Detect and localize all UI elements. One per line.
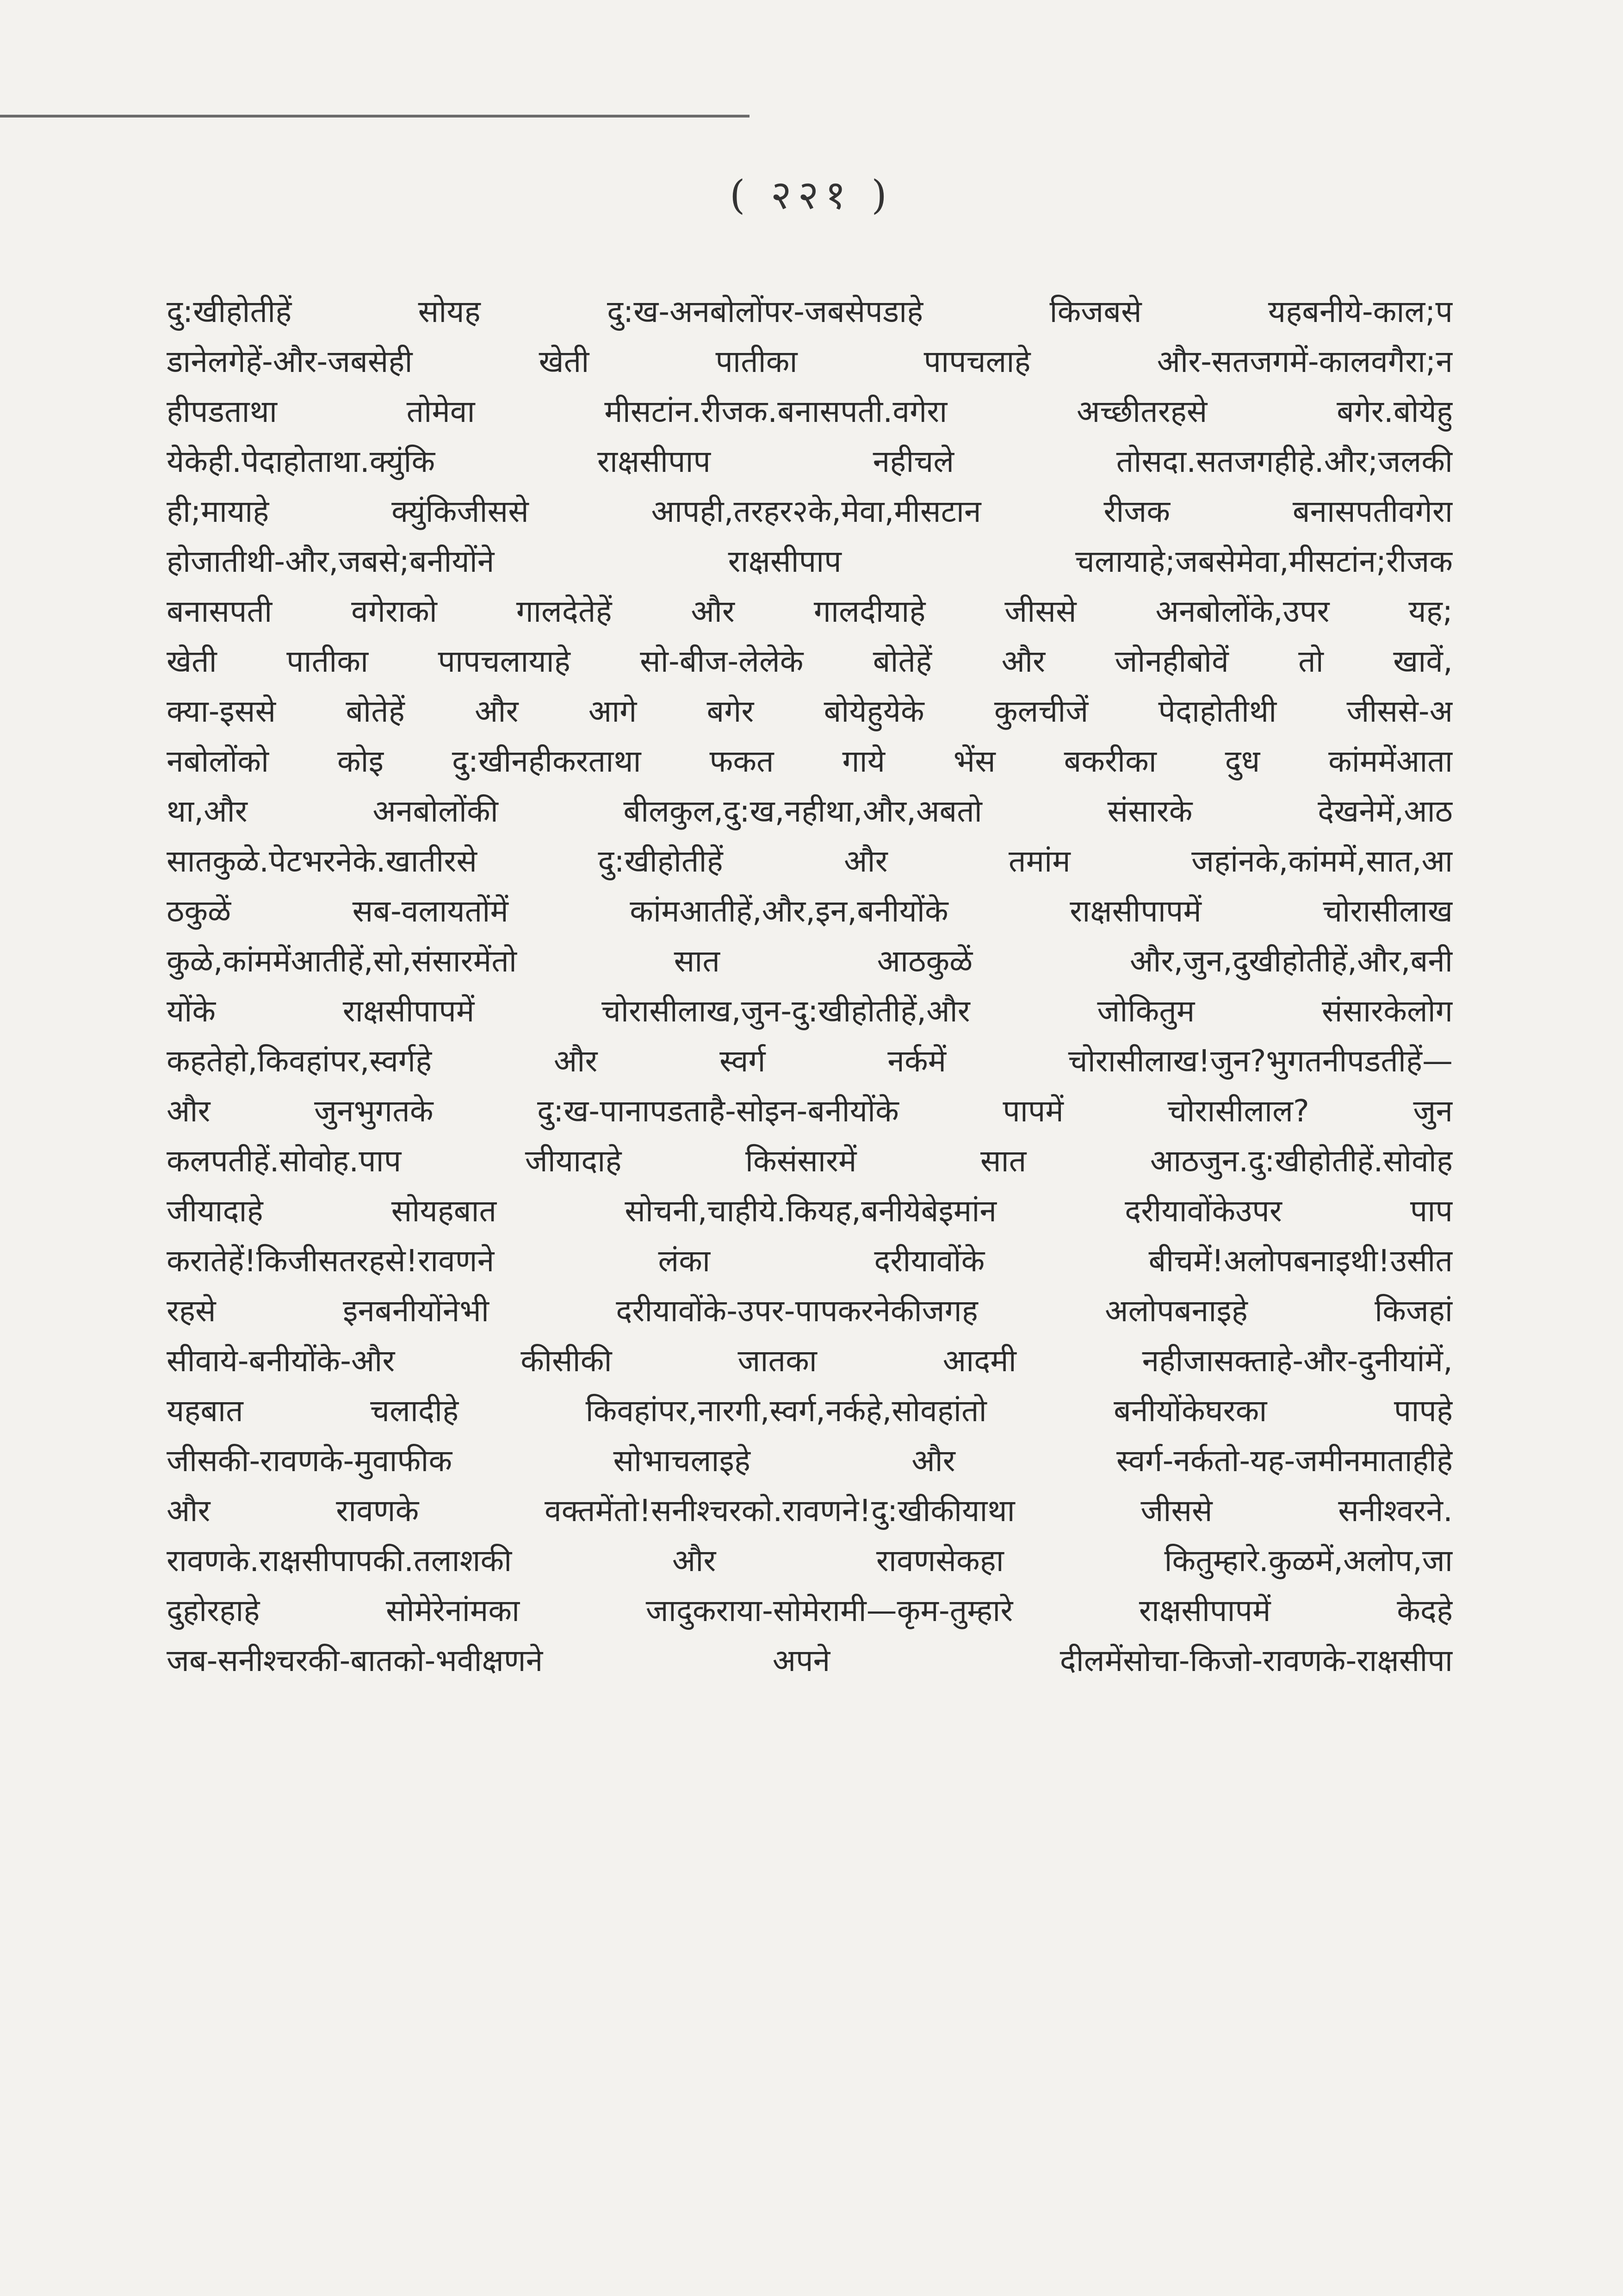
text-line: खेती पातीका पापचलायाहे सो-बीज-लेलेके बोतेहें और जोनहीबोवें तो खावें,	[167, 644, 1453, 679]
text-line: नबोलोंको कोइ दु:खीनहीकरताथा फकत गाये भेंस बकरीका दुध कांममेंआता	[167, 743, 1453, 779]
text-line: कलपतीहें.सोवोह.पाप जीयादाहे किसंसारमें सात आठजुन.दु:खीहोतीहें.सोवोह	[167, 1143, 1453, 1179]
text-line: था,और अनबोलोंकी बीलकुल,दु:ख,नहीथा,और,अबतो संसारके देखनेमें,आठ	[167, 793, 1453, 829]
text-line: होजातीथी-और,जबसे;बनीयोंने राक्षसीपाप चलायाहे;जबसेमेवा,मीसटांन;रीजक	[167, 544, 1453, 579]
text-line: रावणके.राक्षसीपापकी.तलाशकी और रावणसेकहा कितुम्हारे.कुळमें,अलोप,जा	[167, 1543, 1453, 1578]
text-line: हीपडताथा तोमेवा मीसटांन.रीजक.बनासपती.वगेरा अच्छीतरहसे बगेर.बोयेहु	[167, 394, 1453, 429]
text-line: करातेहें!किजीसतरहसे!रावणने लंका दरीयावोंके बीचमें!अलोपबनाइथी!उसीत	[167, 1243, 1453, 1279]
text-line: जीयादाहे सोयहबात सोचनी,चाहीये.कियह,बनीयेबेइमांन दरीयावोंकेउपर पाप	[167, 1193, 1453, 1229]
text-line: येकेही.पेदाहोताथा.क्युंकि राक्षसीपाप नहीचले तोसदा.सतजगहीहे.और;जलकी	[167, 444, 1453, 479]
text-line: योंके राक्षसीपापमें चोरासीलाख,जुन-दु:खीहोतीहें,और जोकितुम संसारकेलोग	[167, 993, 1453, 1029]
text-line: और रावणके वक्तमेंतो!सनीश्चरको.रावणने!दु:खीकीयाथा जीससे सनीश्वरने.	[167, 1493, 1453, 1529]
page-number: ( २२१ )	[730, 172, 893, 218]
text-line: जीसकी-रावणके-मुवाफीक सोभाचलाइहे और स्वर्ग-नर्कतो-यह-जमीनमाताहीहे	[167, 1443, 1453, 1479]
text-line: यहबात चलादीहे किवहांपर,नारगी,स्वर्ग,नर्कहे,सोवहांतो बनीयोंकेघरका पापहे	[167, 1393, 1453, 1429]
text-line: रहसे इनबनीयोंनेभी दरीयावोंके-उपर-पापकरनेकीजगह अलोपबनाइहे किजहां	[167, 1293, 1453, 1329]
text-line: क्या-इससे बोतेहें और आगे बगेर बोयेहुयेके कुलचीजें पेदाहोतीथी जीससे-अ	[167, 693, 1453, 729]
text-line: कुळे,कांममेंआतीहें,सो,संसारमेंतो सात आठकुळें और,जुन,दुखीहोतीहें,और,बनी	[167, 943, 1453, 979]
text-line: दु:खीहोतीहें सोयह दु:ख-अनबोलोंपर-जबसेपडाहे किजबसे यहबनीये-काल;प	[167, 294, 1453, 329]
text-line: बनासपती वगेराको गालदेतेहें और गालदीयाहे जीससे अनबोलोंके,उपर यह;	[167, 594, 1453, 629]
text-line: दुहोरहाहे सोमेरेनांमका जादुकराया-सोमेरामी—कृम-तुम्हारे राक्षसीपापमें केदहे	[167, 1593, 1453, 1628]
text-line: ही;मायाहे क्युंकिजीससे आपही,तरहर२के,मेवा,मीसटान रीजक बनासपतीवगेरा	[167, 494, 1453, 529]
top-rule-divider	[0, 115, 750, 118]
text-line: और जुनभुगतके दु:ख-पानापडताहै-सोइन-बनीयोंके पापमें चोरासीलाल? जुन	[167, 1093, 1453, 1129]
text-line: ठकुळें सब-वलायतोंमें कांमआतीहें,और,इन,बनीयोंके राक्षसीपापमें चोरासीलाख	[167, 893, 1453, 929]
text-line: सीवाये-बनीयोंके-और कीसीकी जातका आदमी नहीजासक्ताहे-और-दुनीयांमें,	[167, 1343, 1453, 1379]
text-line: सातकुळे.पेटभरनेके.खातीरसे दु:खीहोतीहें और तमांम जहांनके,कांममें,सात,आ	[167, 843, 1453, 879]
text-line: कहतेहो,किवहांपर,स्वर्गहे और स्वर्ग नर्कमें चोरासीलाख!जुन?भुगतनीपडतीहें—	[167, 1043, 1453, 1079]
body-text	[167, 287, 1453, 1686]
text-line: जब-सनीश्चरकी-बातको-भवीक्षणने अपने दीलमेंसोचा-किजो-रावणके-राक्षसीपा	[167, 1643, 1453, 1678]
text-line: डानेलगेहें-और-जबसेही खेती पातीका पापचलाहे और-सतजगमें-कालवगैरा;न	[167, 344, 1453, 379]
